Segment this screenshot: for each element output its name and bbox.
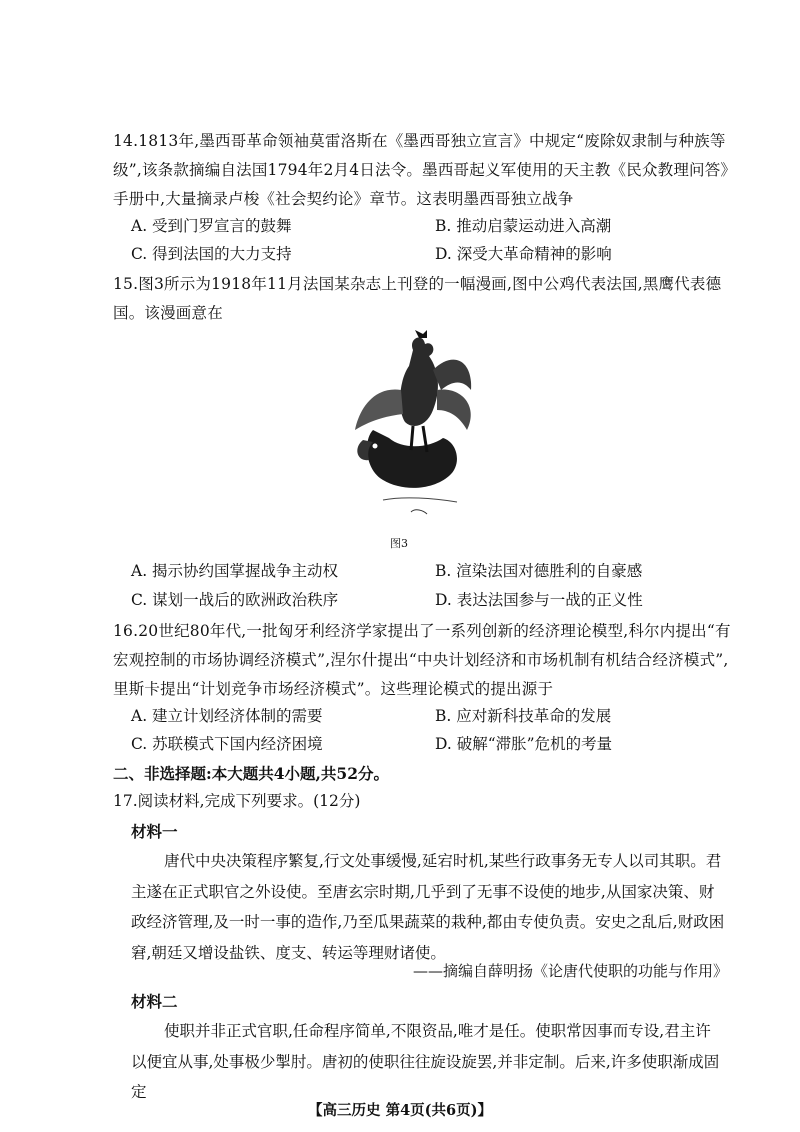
q16-option-d: D. 破解“滞胀”危机的考量 bbox=[435, 735, 613, 753]
q15-option-a: A. 揭示协约国掌握战争主动权 bbox=[131, 562, 339, 580]
q16-option-a: A. 建立计划经济体制的需要 bbox=[131, 707, 323, 725]
material-2-text: 使职并非正式官职,任命程序简单,不限资品,唯才是任。使职常因事而专设,君主许以便宜从事,处事极少掣肘。唐初的使职往往旋设旋罢,并非定制。后来,许多使职渐成固定 bbox=[131, 1022, 720, 1101]
q15-option-c: C. 谋划一战后的欧洲政治秩序 bbox=[131, 591, 339, 609]
rooster-eagle-illustration bbox=[353, 330, 483, 526]
cartoon-figure bbox=[353, 330, 483, 526]
material-1-title: 材料一 bbox=[131, 822, 178, 841]
q15-option-d: D. 表达法国参与一战的正义性 bbox=[435, 591, 643, 609]
figure-caption: 图3 bbox=[390, 537, 408, 550]
page-footer: 【高三历史 第4页(共6页)】 bbox=[308, 1102, 492, 1119]
q16-option-c: C. 苏联模式下国内经济困境 bbox=[131, 735, 323, 753]
question-15: 15.图3所示为1918年11月法国某杂志上刊登的一幅漫画,图中公鸡代表法国,黑鹰代表德国。该漫画意在 bbox=[113, 275, 722, 322]
question-14: 14.1813年,墨西哥革命领袖莫雷洛斯在《墨西哥独立宣言》中规定“废除奴隶制与种族等级”,该条款摘编自法国1794年2月4日法令。墨西哥起义军使用的天主教《民众教理问答》手册中,大量摘录卢梭《社会契约论》章节。这表明墨西哥独立战争 bbox=[113, 132, 729, 208]
section-heading: 二、非选择题:本大题共4小题,共52分。 bbox=[113, 764, 389, 783]
q15-option-b: B. 渲染法国对德胜利的自豪感 bbox=[435, 562, 643, 580]
q16-option-b: B. 应对新科技革命的发展 bbox=[435, 707, 612, 725]
material-2-title: 材料二 bbox=[131, 992, 178, 1011]
q14-option-a: A. 受到门罗宣言的鼓舞 bbox=[131, 217, 292, 235]
question-17: 17.阅读材料,完成下列要求。(12分) bbox=[113, 792, 361, 810]
material-1-text: 唐代中央决策程序繁复,行文处事缓慢,延宕时机,某些行政事务无专人以司其职。君主遂在正式职官之外设使。至唐玄宗时期,几乎到了无事不设使的地步,从国家决策、财政经济管理,及一时一事的造作,乃至瓜果蔬菜的栽种,都由专使负责。安史之乱后,财政困窘,朝廷又增设盐铁、度支、转运等理财诸使。 bbox=[131, 852, 725, 962]
q14-option-d: D. 深受大革命精神的影响 bbox=[435, 245, 612, 263]
material-1-source: ——摘编自薛明扬《论唐代使职的功能与作用》 bbox=[412, 962, 728, 980]
q14-option-c: C. 得到法国的大力支持 bbox=[131, 245, 292, 263]
question-16: 16.20世纪80年代,一批匈牙利经济学家提出了一系列创新的经济理论模型,科尔内提出“有宏观控制的市场协调经济模式”,涅尔什提出“中央计划经济和市场机制有机结合经济模式”,里斯卡提出“计划竞争市场经济模式”。这些理论模式的提出源于 bbox=[113, 622, 731, 698]
q14-option-b: B. 推动启蒙运动进入高潮 bbox=[435, 217, 612, 235]
